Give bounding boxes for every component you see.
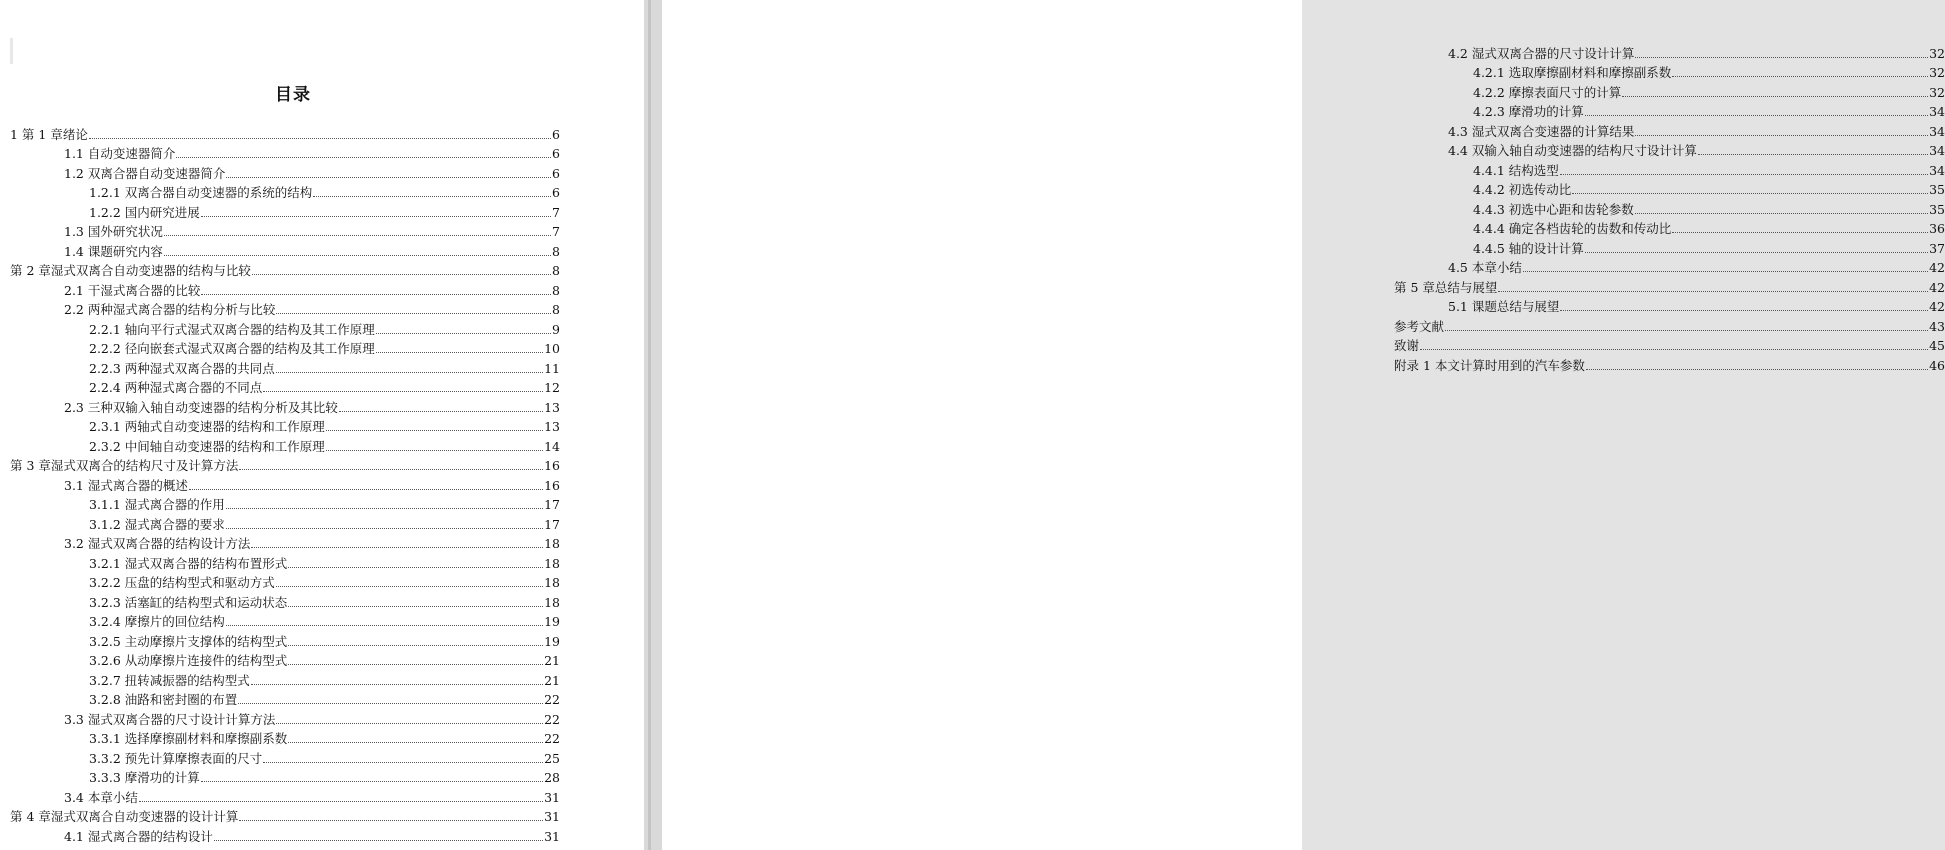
- toc-list-right: [1394, 43, 1945, 375]
- toc-entry[interactable]: [10, 592, 560, 612]
- toc-entry-text: 3.2.3 活塞缸的结构型式和运动状态: [89, 594, 288, 610]
- toc-page-number: 34: [1929, 104, 1945, 119]
- toc-dot-leader: [288, 605, 543, 607]
- toc-page-number: 45: [1929, 338, 1945, 353]
- toc-page-number: 34: [1929, 143, 1945, 158]
- toc-page-number: 31: [544, 789, 560, 805]
- toc-page-number: 10: [544, 341, 560, 356]
- toc-entry-text: 4.2.2 摩擦表面尺寸的计算: [1473, 84, 1622, 100]
- toc-entry[interactable]: [10, 456, 560, 476]
- toc-dot-leader: [1560, 173, 1928, 175]
- toc-entry-text: 第 5 章总结与展望: [1394, 279, 1498, 295]
- toc-page-number: 21: [544, 672, 560, 688]
- toc-dot-leader: [276, 722, 543, 724]
- toc-entry[interactable]: [10, 787, 560, 807]
- toc-dot-leader: [226, 527, 543, 529]
- toc-entry-text: 第 4 章湿式双离合自动变速器的设计计算: [10, 809, 239, 824]
- toc-entry[interactable]: [10, 729, 560, 749]
- toc-dot-leader: [376, 351, 543, 353]
- toc-page-number: 6: [552, 126, 560, 142]
- toc-entry[interactable]: [10, 690, 560, 710]
- toc-page-number: 14: [544, 438, 560, 454]
- toc-dot-leader: [1420, 348, 1928, 350]
- toc-entry-text: 4.4.4 确定各档齿轮的齿数和传动比: [1473, 221, 1672, 236]
- toc-entry-text: 2.1 干湿式离合器的比较: [64, 282, 201, 298]
- toc-page-number: 21: [544, 653, 560, 668]
- toc-entry[interactable]: [10, 124, 560, 144]
- toc-entry[interactable]: [10, 612, 560, 632]
- toc-entry-text: 3.4 本章小结: [64, 789, 138, 805]
- toc-page-number: 18: [544, 594, 560, 610]
- toc-entry[interactable]: [10, 280, 560, 300]
- toc-entry-text: 参考文献: [1394, 318, 1445, 334]
- toc-entry[interactable]: [10, 222, 560, 242]
- toc-dot-leader: [288, 566, 543, 568]
- toc-entry-text: 5.1 课题总结与展望: [1448, 299, 1560, 314]
- toc-dot-leader: [214, 839, 543, 841]
- toc-entry[interactable]: [10, 144, 560, 164]
- toc-dot-leader: [176, 156, 551, 158]
- toc-entry[interactable]: [10, 358, 560, 378]
- toc-dot-leader: [263, 390, 543, 392]
- toc-dot-leader: [288, 663, 543, 665]
- toc-dot-leader: [276, 312, 551, 314]
- toc-dot-leader: [251, 546, 543, 548]
- toc-entry[interactable]: [10, 163, 560, 183]
- document-page-right: [662, 0, 1945, 850]
- toc-entry-text: 4.5 本章小结: [1448, 260, 1522, 275]
- toc-page-number: 7: [552, 204, 560, 220]
- toc-entry[interactable]: [10, 826, 560, 846]
- toc-entry-text: 3.1.2 湿式离合器的要求: [89, 516, 225, 532]
- toc-page-number: 18: [544, 575, 560, 590]
- toc-entry-text: 1.2.2 国内研究进展: [89, 204, 200, 220]
- toc-dot-leader: [276, 371, 543, 373]
- toc-page-number: 32: [1929, 65, 1945, 80]
- toc-page-number: 42: [1929, 260, 1945, 275]
- toc-dot-leader: [313, 195, 551, 197]
- toc-page-number: 31: [544, 809, 560, 824]
- page-divider: [644, 0, 662, 850]
- toc-entry[interactable]: [1394, 82, 1945, 102]
- toc-entry[interactable]: [1394, 238, 1945, 258]
- toc-entry-text: 4.2 湿式双离合器的尺寸设计计算: [1448, 45, 1635, 61]
- toc-page-number: 35: [1929, 201, 1945, 217]
- toc-entry-text: 3.2.8 油路和密封圈的布置: [89, 692, 238, 707]
- toc-page-number: 28: [544, 770, 560, 785]
- toc-entry[interactable]: [10, 534, 560, 554]
- toc-entry-text: 2.2 两种湿式离合器的结构分析与比较: [64, 302, 276, 317]
- toc-entry[interactable]: [1394, 336, 1945, 356]
- toc-dot-leader: [1635, 134, 1928, 136]
- toc-page-number: 19: [544, 633, 560, 649]
- toc-entry-text: 3.3.3 摩滑功的计算: [89, 770, 200, 785]
- toc-entry-text: 2.3.1 两轴式自动变速器的结构和工作原理: [89, 419, 325, 434]
- toc-page-number: 16: [544, 458, 560, 473]
- toc-page-number: 8: [552, 263, 560, 278]
- toc-page-number: 6: [552, 146, 560, 161]
- toc-dot-leader: [201, 215, 551, 217]
- toc-entry[interactable]: [10, 573, 560, 593]
- toc-page-number: 37: [1929, 240, 1945, 256]
- toc-entry[interactable]: [10, 495, 560, 515]
- toc-entry-text: 3.2.1 湿式双离合器的结构布置形式: [89, 555, 288, 571]
- toc-dot-leader: [1635, 212, 1928, 214]
- toc-page-number: 42: [1929, 279, 1945, 295]
- toc-page-number: 34: [1929, 162, 1945, 178]
- toc-dot-leader: [201, 780, 543, 782]
- toc-dot-leader: [89, 137, 551, 139]
- toc-page-number: 17: [544, 497, 560, 512]
- toc-entry[interactable]: [10, 417, 560, 437]
- toc-page-number: 13: [544, 419, 560, 434]
- toc-entry-text: 3.1.1 湿式离合器的作用: [89, 497, 225, 512]
- toc-entry-text: 第 3 章湿式双离合的结构尺寸及计算方法: [10, 458, 239, 473]
- toc-dot-leader: [288, 644, 543, 646]
- toc-dot-leader: [164, 234, 551, 236]
- toc-entry[interactable]: [1394, 355, 1945, 375]
- toc-dot-leader: [1445, 329, 1928, 331]
- toc-page-number: 6: [552, 185, 560, 200]
- toc-page-number: 43: [1929, 318, 1945, 334]
- toc-entry-text: 1.2 双离合器自动变速器简介: [64, 165, 226, 181]
- toc-entry[interactable]: [10, 475, 560, 495]
- toc-dot-leader: [251, 683, 543, 685]
- toc-entry-text: 3.2.5 主动摩擦片支撑体的结构型式: [89, 633, 288, 649]
- toc-dot-leader: [326, 429, 543, 431]
- toc-dot-leader: [1586, 368, 1928, 370]
- toc-page-number: 46: [1929, 357, 1945, 373]
- toc-page-number: 11: [544, 360, 560, 376]
- toc-entry-text: 2.2.4 两种湿式离合器的不同点: [89, 380, 263, 395]
- toc-entry-text: 3.2.7 扭转减振器的结构型式: [89, 672, 250, 688]
- toc-page-number: 19: [544, 614, 560, 629]
- toc-entry[interactable]: [10, 183, 560, 203]
- toc-page-number: 25: [544, 750, 560, 766]
- toc-entry[interactable]: [1394, 102, 1945, 122]
- toc-entry[interactable]: [10, 514, 560, 534]
- toc-entry[interactable]: [10, 436, 560, 456]
- toc-entry-text: 4.1 湿式离合器的结构设计: [64, 828, 213, 844]
- toc-page-number: 22: [544, 711, 560, 727]
- toc-list-left: [10, 124, 560, 846]
- toc-dot-leader: [226, 176, 551, 178]
- toc-page-number: 16: [544, 477, 560, 493]
- toc-entry-text: 4.2.1 选取摩擦副材料和摩擦副系数: [1473, 65, 1672, 80]
- toc-dot-leader: [1498, 290, 1928, 292]
- toc-entry[interactable]: [1394, 199, 1945, 219]
- toc-dot-leader: [263, 761, 543, 763]
- toc-entry[interactable]: [1394, 219, 1945, 239]
- toc-entry-text: 4.4.3 初选中心距和齿轮参数: [1473, 201, 1634, 217]
- toc-entry-text: 3.3.1 选择摩擦副材料和摩擦副系数: [89, 731, 288, 746]
- toc-entry-text: 4.4 双输入轴自动变速器的结构尺寸设计计算: [1448, 143, 1697, 158]
- toc-entry[interactable]: [1394, 43, 1945, 63]
- toc-page-number: 8: [552, 243, 560, 259]
- toc-dot-leader: [1585, 251, 1928, 253]
- toc-entry-text: 3.2 湿式双离合器的结构设计方法: [64, 536, 251, 551]
- toc-dot-leader: [189, 488, 543, 490]
- toc-entry[interactable]: [1394, 141, 1945, 161]
- toc-entry[interactable]: [1394, 316, 1945, 336]
- toc-page-number: 8: [552, 282, 560, 298]
- toc-entry[interactable]: [10, 768, 560, 788]
- toc-dot-leader: [239, 468, 543, 470]
- toc-page-number: 12: [544, 380, 560, 395]
- toc-entry[interactable]: [1394, 180, 1945, 200]
- toc-dot-leader: [201, 293, 551, 295]
- toc-entry[interactable]: [1394, 160, 1945, 180]
- toc-entry-text: 3.2.2 压盘的结构型式和驱动方式: [89, 575, 275, 590]
- toc-entry[interactable]: [1394, 277, 1945, 297]
- toc-page-number: 8: [552, 302, 560, 317]
- toc-page-number: 31: [544, 828, 560, 844]
- toc-dot-leader: [239, 819, 543, 821]
- toc-entry[interactable]: [10, 553, 560, 573]
- toc-entry[interactable]: [10, 748, 560, 768]
- toc-entry-text: 2.2.1 轴向平行式湿式双离合器的结构及其工作原理: [89, 321, 375, 337]
- toc-dot-leader: [226, 624, 543, 626]
- toc-page-number: 32: [1929, 84, 1945, 100]
- toc-page-number: 42: [1929, 299, 1945, 314]
- toc-title: 目录: [275, 85, 311, 105]
- toc-entry-text: 3.2.4 摩擦片的回位结构: [89, 614, 225, 629]
- toc-entry[interactable]: [10, 261, 560, 281]
- toc-page-number: 34: [1929, 123, 1945, 139]
- toc-page-number: 13: [544, 399, 560, 415]
- toc-entry-text: 1.1 自动变速器简介: [64, 146, 176, 161]
- toc-entry[interactable]: [10, 300, 560, 320]
- toc-page-number: 32: [1929, 45, 1945, 61]
- toc-page-number: 9: [552, 321, 560, 337]
- toc-entry[interactable]: [1394, 297, 1945, 317]
- toc-entry-text: 3.3.2 预先计算摩擦表面的尺寸: [89, 750, 263, 766]
- toc-page-number: 35: [1929, 182, 1945, 197]
- toc-entry-text: 致谢: [1394, 338, 1420, 353]
- toc-dot-leader: [1622, 95, 1928, 97]
- page-corner-mark: [10, 38, 13, 64]
- toc-entry[interactable]: [10, 241, 560, 261]
- toc-page-number: 18: [544, 555, 560, 571]
- toc-dot-leader: [1585, 114, 1928, 116]
- toc-dot-leader: [252, 273, 551, 275]
- document-page-left: [0, 0, 644, 850]
- toc-entry[interactable]: [10, 397, 560, 417]
- toc-dot-leader: [1572, 192, 1928, 194]
- toc-dot-leader: [139, 800, 543, 802]
- toc-entry[interactable]: [10, 709, 560, 729]
- toc-entry[interactable]: [10, 631, 560, 651]
- toc-dot-leader: [226, 507, 543, 509]
- toc-entry[interactable]: [1394, 63, 1945, 83]
- toc-dot-leader: [1672, 75, 1928, 77]
- toc-dot-leader: [288, 741, 543, 743]
- toc-dot-leader: [1560, 309, 1928, 311]
- toc-dot-leader: [326, 449, 543, 451]
- toc-page-number: 6: [552, 165, 560, 181]
- toc-entry-text: 4.4.2 初选传动比: [1473, 182, 1572, 197]
- toc-dot-leader: [1698, 153, 1928, 155]
- toc-dot-leader: [339, 410, 543, 412]
- toc-entry[interactable]: [10, 319, 560, 339]
- toc-entry-text: 1.4 课题研究内容: [64, 243, 163, 259]
- toc-entry-text: 附录 1 本文计算时用到的汽车参数: [1394, 357, 1585, 373]
- toc-entry-text: 4.4.1 结构选型: [1473, 162, 1559, 178]
- toc-dot-leader: [1635, 56, 1928, 58]
- toc-entry-text: 第 2 章湿式双离合自动变速器的结构与比较: [10, 263, 251, 278]
- toc-dot-leader: [238, 702, 543, 704]
- toc-entry[interactable]: [10, 807, 560, 827]
- toc-entry[interactable]: [10, 339, 560, 359]
- toc-entry-text: 1.3 国外研究状况: [64, 224, 163, 239]
- toc-dot-leader: [376, 332, 551, 334]
- toc-dot-leader: [164, 254, 551, 256]
- toc-page-number: 36: [1929, 221, 1945, 236]
- toc-entry[interactable]: [1394, 121, 1945, 141]
- toc-page-number: 18: [544, 536, 560, 551]
- toc-entry-text: 2.3 三种双输入轴自动变速器的结构分析及其比较: [64, 399, 338, 415]
- toc-entry[interactable]: [1394, 258, 1945, 278]
- toc-entry-text: 4.4.5 轴的设计计算: [1473, 240, 1584, 256]
- toc-page-number: 7: [552, 224, 560, 239]
- toc-entry[interactable]: [10, 651, 560, 671]
- toc-entry-text: 1.2.1 双离合器自动变速器的系统的结构: [89, 185, 313, 200]
- toc-entry-text: 3.1 湿式离合器的概述: [64, 477, 188, 493]
- toc-entry-text: 4.3 湿式双离合变速器的计算结果: [1448, 123, 1635, 139]
- toc-entry[interactable]: [10, 202, 560, 222]
- toc-dot-leader: [1523, 270, 1928, 272]
- toc-page-number: 22: [544, 692, 560, 707]
- toc-entry-text: 3.2.6 从动摩擦片连接件的结构型式: [89, 653, 288, 668]
- toc-page-number: 22: [544, 731, 560, 746]
- toc-entry-text: 2.2.2 径向嵌套式湿式双离合器的结构及其工作原理: [89, 341, 375, 356]
- toc-entry-text: 2.2.3 两种湿式双离合器的共同点: [89, 360, 275, 376]
- toc-page-number: 17: [544, 516, 560, 532]
- toc-entry-text: 3.3 湿式双离合器的尺寸设计计算方法: [64, 711, 276, 727]
- toc-entry-text: 1 第 1 章绪论: [10, 126, 88, 142]
- toc-dot-leader: [276, 585, 543, 587]
- toc-dot-leader: [1672, 231, 1928, 233]
- toc-entry[interactable]: [10, 378, 560, 398]
- toc-entry-text: 4.2.3 摩滑功的计算: [1473, 104, 1584, 119]
- toc-entry[interactable]: [10, 670, 560, 690]
- toc-entry-text: 2.3.2 中间轴自动变速器的结构和工作原理: [89, 438, 325, 454]
